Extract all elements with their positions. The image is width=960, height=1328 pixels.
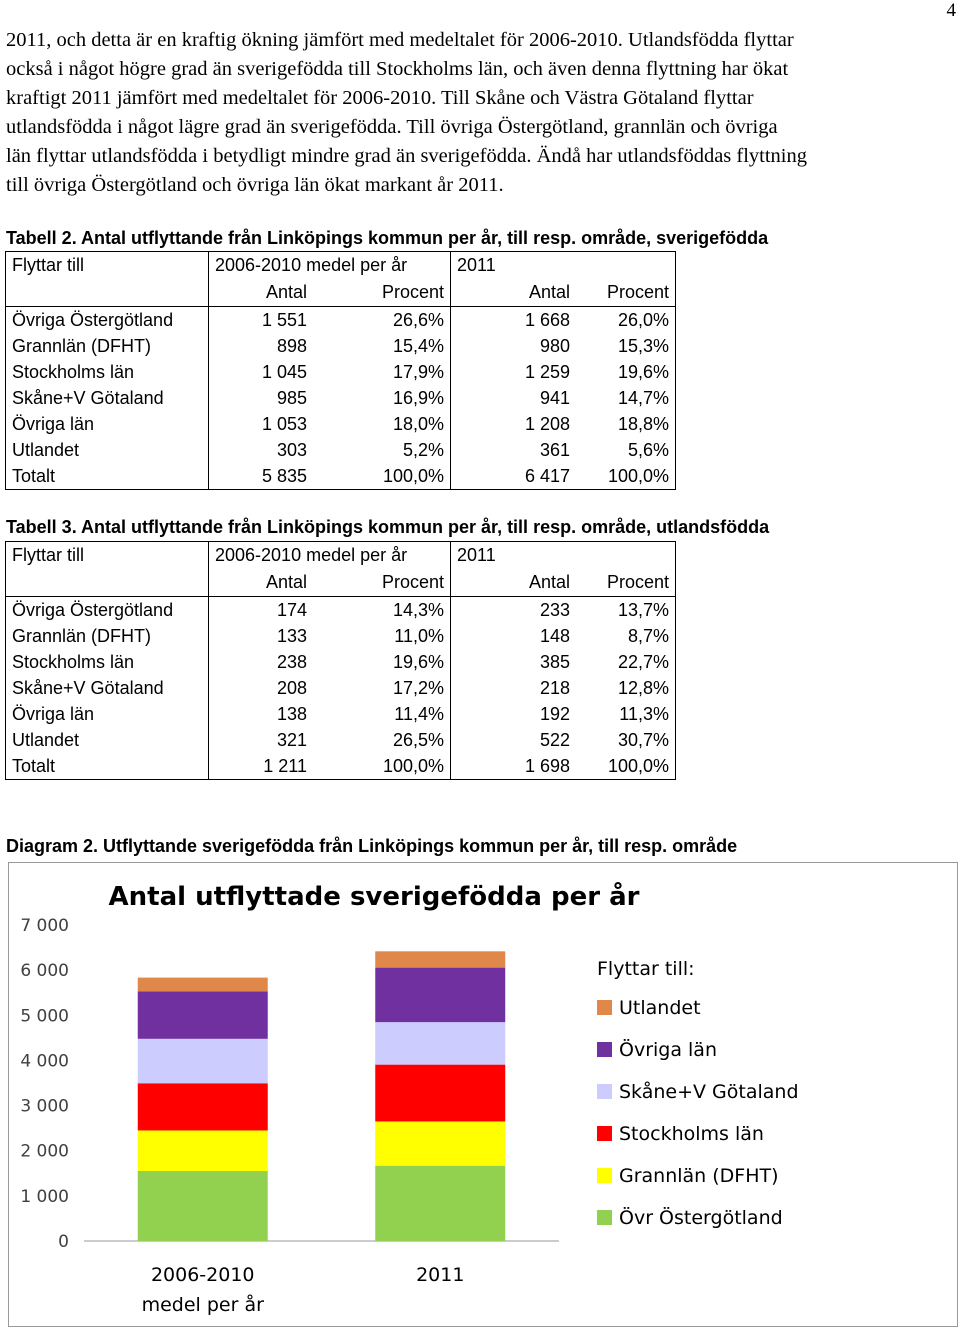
y-tick-label: 5 000 [20, 1006, 69, 1027]
cell: 8,7% [576, 623, 676, 649]
cell: 1 551 [209, 307, 314, 334]
legend-swatch [597, 1126, 612, 1141]
row-label: Övriga län [12, 414, 95, 434]
subheader-cell: Antal [451, 568, 577, 597]
subheader-cell: Procent [313, 278, 451, 307]
cell: 26,6% [392, 310, 444, 330]
y-tick-label: 7 000 [20, 916, 69, 936]
cell: 238 [209, 649, 314, 675]
subheader-cell: Procent [313, 568, 451, 597]
bar-segment [375, 951, 505, 967]
legend-label: Skåne+V Götaland [619, 1081, 799, 1103]
table-row [6, 623, 676, 649]
legend-swatch [597, 1168, 612, 1183]
row-label: Stockholms län [12, 362, 135, 382]
paragraph-line: utlandsfödda i något lägre grad än sverigefödda. Till övriga Östergötland, grannlän och övriga [6, 116, 778, 138]
cell: 6 417 [451, 463, 577, 490]
cell: 980 [451, 333, 577, 359]
cell: 233 [451, 597, 577, 624]
cell: 26,0% [576, 307, 676, 334]
y-tick-label: 1 000 [20, 1186, 69, 1207]
stacked-bar-chart [8, 862, 958, 1327]
cell: 12,8% [576, 675, 676, 701]
cell: 11,4% [394, 704, 444, 724]
cell: 30,7% [576, 727, 676, 753]
bar-segment [375, 968, 505, 1023]
y-tick-label: 4 000 [20, 1051, 69, 1072]
paragraph-line: 2011, och detta är en kraftig ökning jämfört med medeltalet för 2006-2010. Utlandsfödda flyttar [6, 29, 794, 51]
cell: 100,0% [576, 753, 676, 780]
cell: 22,7% [576, 649, 676, 675]
cell: 5 835 [209, 463, 314, 490]
cell: 941 [451, 385, 577, 411]
cell: 174 [209, 597, 314, 624]
cell: 18,0% [392, 414, 444, 434]
table2 [5, 251, 676, 490]
table-row [6, 649, 676, 675]
row-label: Övriga Östergötland [12, 310, 174, 330]
y-tick-label: 2 000 [20, 1141, 69, 1162]
subheader-cell: Antal [451, 278, 577, 307]
y-tick-label: 6 000 [20, 961, 69, 982]
header-cell: 2006-2010 medel per år [209, 542, 451, 569]
header-cell: 2006-2010 medel per år [209, 252, 451, 279]
cell: 5,6% [576, 437, 676, 463]
table-row [6, 701, 676, 727]
table-row [6, 675, 676, 701]
bar-segment [138, 1130, 268, 1171]
cell: 1 045 [209, 359, 314, 385]
row-label: Grannlän (DFHT) [12, 336, 152, 356]
cell: 13,7% [576, 597, 676, 624]
table-subheader-row [6, 568, 676, 597]
cell: 5,2% [402, 440, 444, 460]
x-category-label: medel per år [141, 1294, 264, 1316]
y-tick-label: 3 000 [20, 1096, 69, 1117]
legend-swatch [597, 1042, 612, 1057]
cell: 15,3% [576, 333, 676, 359]
header-cell: 2011 [451, 252, 676, 279]
cell: 18,8% [576, 411, 676, 437]
row-label: Utlandet [12, 730, 80, 750]
bar-segment [375, 1022, 505, 1064]
bar-segment [375, 1065, 505, 1122]
paragraph-line: till övriga Östergötland och övriga län ökat markant år 2011. [6, 174, 504, 196]
table-row [6, 307, 676, 334]
table2-caption: Tabell 2. Antal utflyttande från Linköpings kommun per år, till resp. område, sverigefödda [6, 228, 769, 248]
cell: 148 [451, 623, 577, 649]
table3 [5, 541, 676, 780]
bar-segment [138, 1039, 268, 1083]
subheader-cell: Antal [209, 568, 314, 597]
cell: 100,0% [382, 756, 444, 776]
paragraph-line: kraftigt 2011 jämfört med medeltalet för 2006-2010. Till Skåne och Västra Götaland flyttar [6, 87, 754, 109]
cell: 14,3% [392, 600, 444, 620]
cell: 26,5% [392, 730, 444, 750]
table-row [6, 385, 676, 411]
table3-caption: Tabell 3. Antal utflyttande från Linköpings kommun per år, till resp. område, utlandsfödda [6, 517, 770, 537]
cell: 19,6% [576, 359, 676, 385]
header-cell: 2011 [451, 542, 676, 569]
subheader-cell: Antal [209, 278, 314, 307]
legend-swatch [597, 1084, 612, 1099]
cell: 218 [451, 675, 577, 701]
cell: 385 [451, 649, 577, 675]
y-tick-label: 0 [58, 1232, 69, 1252]
row-label: Stockholms län [12, 652, 135, 672]
cell: 11,0% [394, 626, 444, 646]
cell: 11,3% [576, 701, 676, 727]
legend-label: Utlandet [619, 997, 701, 1019]
table-total-row [6, 753, 676, 780]
row-label: Övriga län [12, 704, 95, 724]
table-row [6, 411, 676, 437]
bar-segment [375, 1166, 505, 1241]
cell: 361 [451, 437, 577, 463]
cell: 1 698 [451, 753, 577, 780]
x-category-label: 2006-2010 [150, 1264, 255, 1286]
header-cell: Flyttar till [12, 545, 84, 565]
bar-segment [138, 991, 268, 1039]
cell: 192 [451, 701, 577, 727]
cell: 1 053 [209, 411, 314, 437]
cell: 1 208 [451, 411, 577, 437]
table-total-row [6, 463, 676, 490]
bar-segment [138, 1083, 268, 1130]
row-label: Skåne+V Götaland [12, 388, 164, 408]
legend-label: Övr Östergötland [619, 1207, 783, 1229]
cell: 898 [209, 333, 314, 359]
cell: 1 668 [451, 307, 577, 334]
table-row [6, 359, 676, 385]
cell: 522 [451, 727, 577, 753]
legend-swatch [597, 1000, 612, 1015]
body-paragraph [6, 26, 956, 200]
table-row [6, 333, 676, 359]
legend-title: Flyttar till: [597, 958, 695, 980]
subheader-cell: Procent [576, 568, 676, 597]
row-label: Utlandet [12, 440, 80, 460]
cell: 1 211 [209, 753, 314, 780]
row-label: Övriga Östergötland [12, 600, 174, 620]
table-subheader-row [6, 278, 676, 307]
cell: 138 [209, 701, 314, 727]
header-cell: Flyttar till [12, 255, 84, 275]
bar-segment [138, 978, 268, 992]
paragraph-line: län flyttar utlandsfödda i betydligt mindre grad än sverigefödda. Ändå har utlandsföddas flyttning [6, 145, 808, 167]
cell: 100,0% [576, 463, 676, 490]
cell: 1 259 [451, 359, 577, 385]
cell: 19,6% [392, 652, 444, 672]
row-label: Skåne+V Götaland [12, 678, 164, 698]
cell: 985 [209, 385, 314, 411]
page-number: 4 [946, 0, 956, 21]
legend-label: Grannlän (DFHT) [619, 1165, 779, 1187]
table-row [6, 727, 676, 753]
chart-canvas [9, 863, 957, 1326]
bar-segment [138, 1171, 268, 1241]
row-label: Totalt [12, 466, 56, 486]
cell: 321 [209, 727, 314, 753]
paragraph-line: också i något högre grad än sverigefödda till Stockholms län, och även denna flyttning har ökat [6, 58, 789, 80]
row-label: Grannlän (DFHT) [12, 626, 152, 646]
cell: 16,9% [392, 388, 444, 408]
table-row [6, 597, 676, 624]
cell: 15,4% [392, 336, 444, 356]
diagram-caption: Diagram 2. Utflyttande sverigefödda från Linköpings kommun per år, till resp. område [6, 836, 738, 856]
cell: 17,9% [392, 362, 444, 382]
x-category-label: 2011 [416, 1264, 465, 1286]
legend-label: Stockholms län [619, 1123, 764, 1145]
cell: 303 [209, 437, 314, 463]
cell: 17,2% [392, 678, 444, 698]
cell: 14,7% [576, 385, 676, 411]
cell: 100,0% [382, 466, 444, 486]
table-header-row [6, 252, 676, 279]
table-header-row [6, 542, 676, 569]
cell: 208 [209, 675, 314, 701]
bar-segment [375, 1121, 505, 1165]
cell: 133 [209, 623, 314, 649]
legend-label: Övriga län [619, 1039, 717, 1061]
row-label: Totalt [12, 756, 56, 776]
legend-swatch [597, 1210, 612, 1225]
table-row [6, 437, 676, 463]
chart-title: Antal utflyttade sverigefödda per år [108, 882, 640, 912]
subheader-cell: Procent [576, 278, 676, 307]
